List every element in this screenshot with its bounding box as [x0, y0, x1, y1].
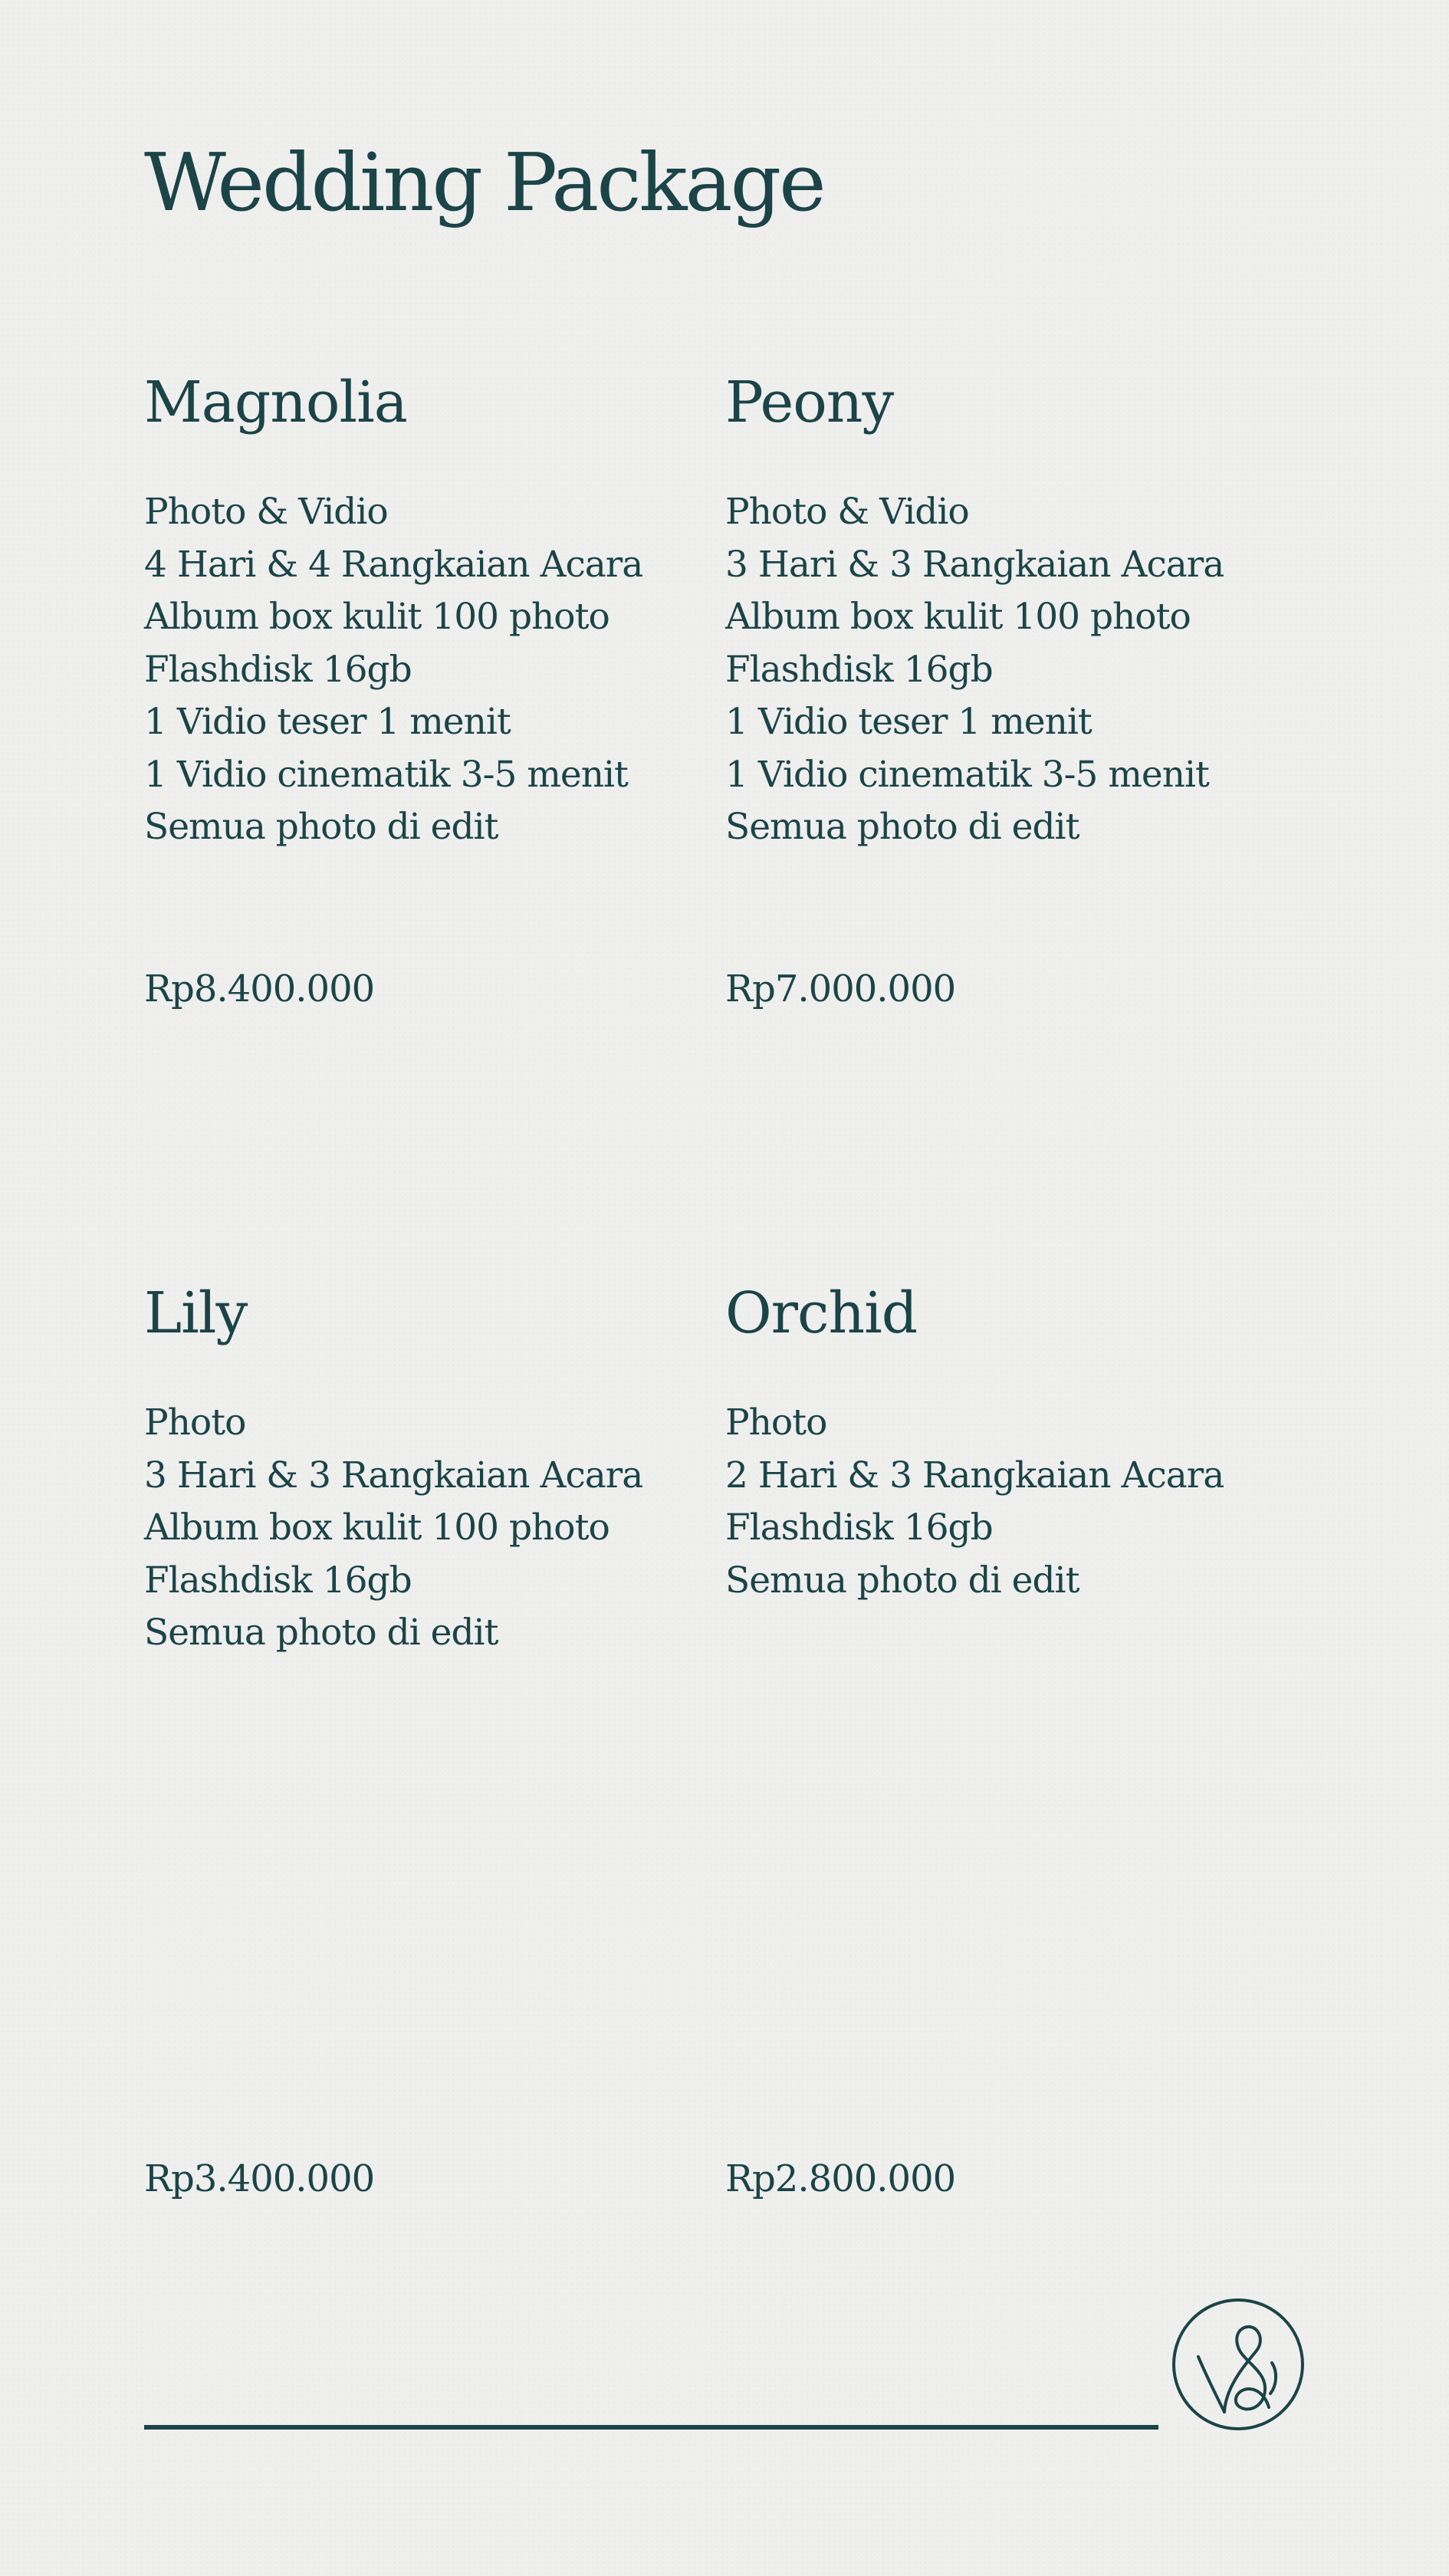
feature-item: Semua photo di edit [144, 1612, 498, 1654]
feature-item: 1 Vidio cinematik 3-5 menit [725, 753, 1209, 796]
feature-list [144, 1397, 696, 1660]
package-peony [725, 368, 1277, 1010]
package-price: Rp8.400.000 [144, 968, 375, 1010]
feature-list [725, 486, 1277, 854]
package-name: Magnolia [144, 370, 407, 435]
package-name: Orchid [725, 1280, 918, 1346]
package-name: Peony [725, 370, 894, 435]
feature-item: Album box kulit 100 photo [725, 596, 1191, 638]
page-title: Wedding Package [144, 136, 824, 229]
feature-item: Album box kulit 100 photo [144, 596, 610, 638]
package-name: Lily [144, 1280, 248, 1346]
feature-item: Semua photo di edit [725, 806, 1079, 848]
feature-item: Album box kulit 100 photo [144, 1506, 610, 1549]
monogram-logo-icon [1171, 2297, 1306, 2432]
feature-item: Semua photo di edit [144, 806, 498, 848]
feature-item: 3 Hari & 3 Rangkaian Acara [725, 543, 1224, 586]
feature-item: 1 Vidio cinematik 3-5 menit [144, 753, 628, 796]
feature-item: Flashdisk 16gb [144, 648, 412, 691]
feature-item: Photo & Vidio [725, 491, 969, 533]
feature-item: 4 Hari & 4 Rangkaian Acara [144, 543, 643, 586]
package-lily [144, 1279, 696, 2200]
feature-list [725, 1397, 1277, 1607]
feature-item: 1 Vidio teser 1 menit [144, 701, 511, 743]
feature-item: Photo [144, 1401, 246, 1444]
feature-item: Flashdisk 16gb [725, 1506, 993, 1549]
package-orchid [725, 1279, 1277, 2200]
feature-item: Flashdisk 16gb [725, 648, 993, 691]
feature-list [144, 486, 696, 854]
package-price: Rp3.400.000 [144, 2157, 375, 2200]
footer-divider [144, 2425, 1158, 2430]
feature-item: Photo & Vidio [144, 491, 388, 533]
package-price: Rp7.000.000 [725, 968, 956, 1010]
feature-item: 3 Hari & 3 Rangkaian Acara [144, 1454, 643, 1497]
feature-item: 1 Vidio teser 1 menit [725, 701, 1092, 743]
package-magnolia [144, 368, 696, 1010]
feature-item: Semua photo di edit [725, 1559, 1079, 1602]
feature-item: Photo [725, 1401, 827, 1444]
feature-item: Flashdisk 16gb [144, 1559, 412, 1602]
feature-item: 2 Hari & 3 Rangkaian Acara [725, 1454, 1224, 1497]
package-price: Rp2.800.000 [725, 2157, 956, 2200]
